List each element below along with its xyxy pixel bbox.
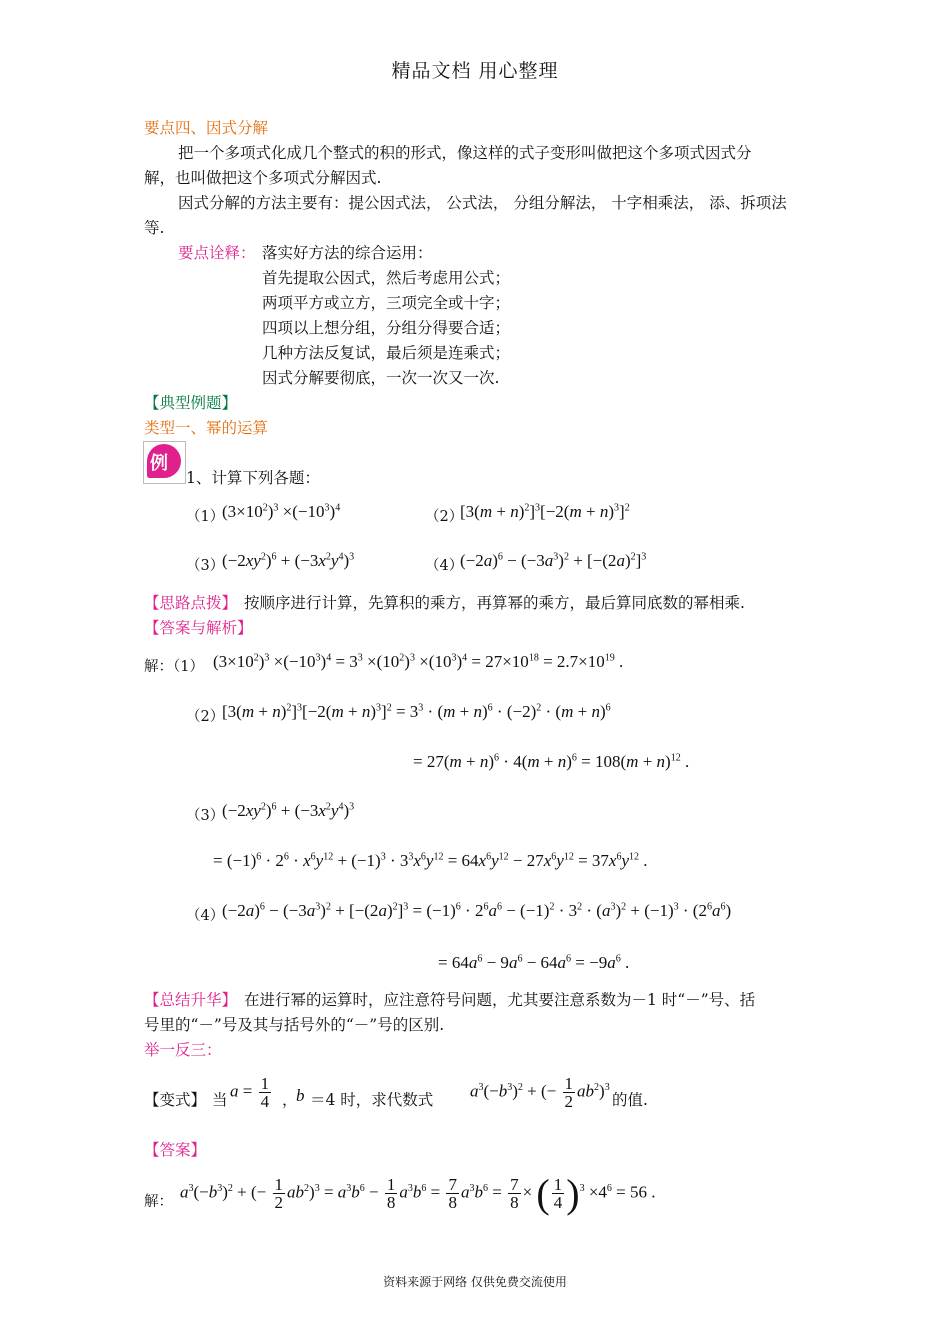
variant-end: 的值.	[612, 1091, 648, 1109]
hint-text: 按顺序进行计算，先算积的乘方，再算幂的乘方，最后算同底数的幂相乘.	[244, 594, 745, 612]
solution-4a: $(-2a)^6 - (-3a^3)^2 + [-(2a)^2]^3 = (-1)^6 \cdot 2^6a^6 - (-1)^2 \cdot 3^2 \cdot (a^3)^2 + (-1)^3 \cdot (2^6a^6)$	[222, 901, 732, 920]
badge-text: 例	[150, 453, 168, 474]
examples-heading: 【典型例题】	[144, 394, 238, 412]
solution-3b: = $(-1)^6 \cdot 2^6 \cdot x^6y^{12} + (-1)^3 \cdot 3^3x^6y^{12} = 64x^6y^{12} - 27x^6y^{12} = 37x^6y^{12}$ .	[213, 851, 648, 870]
hint-label: 【思路点拨】	[144, 594, 238, 612]
item-label-3b: （3）	[186, 808, 225, 824]
summary-label: 【总结升华】	[144, 991, 238, 1009]
paragraph-2a: 因式分解的方法主要有：提公因式法， 公式法， 分组分解法， 十字相乘法， 添、拆项法	[178, 194, 787, 212]
solution-prefix: 解：（1）	[144, 659, 204, 675]
solution-2a: $[3(m + n)^2]^3[-2(m + n)^3]^2 = 3^3 \cdot (m + n)^6 \cdot (-2)^2 \cdot (m + n)^6$	[222, 702, 611, 721]
final-solution: $a^3(-b^3)^2$ + (− $\frac{1}{2}$ $ab^2)^3 = a^3b^6$ − $\frac{1}{8}$ $a^3b^6$ = $\frac{7}{8}$ $a^3b^6$ = $\frac{7}{8}$ × ( $\frac{1}{4}$ )$^3 \times 4^6 = 56$ .	[180, 1171, 656, 1216]
variant-b-value: ＝4 时，求代数式	[310, 1091, 434, 1109]
paragraph-2b: 等.	[144, 219, 165, 237]
solution-2b: = $27(m + n)^6 \cdot 4(m + n)^6 = 108(m + n)^{12}$ .	[413, 752, 690, 771]
variant-label: 【变式】	[144, 1091, 207, 1109]
type1-title: 类型一、幂的运算	[144, 419, 269, 437]
problem-3: $(-2xy^2)^6 + (-3x^2y^4)^3$	[222, 551, 355, 570]
variant-expression: $a^3(-b^3)^2$ + (− $\frac{1}{2}$ $ab^2)^3$	[470, 1074, 610, 1111]
page-header: 精品文档 用心整理	[391, 60, 559, 82]
note-line: 两项平方或立方，三项完全或十字；	[262, 294, 511, 312]
solution2-prefix: 解：	[144, 1194, 173, 1210]
note-line: 首先提取公因式，然后考虑用公式；	[262, 269, 511, 287]
note-line: 因式分解要彻底，一次一次又一次.	[262, 369, 500, 387]
answer-label: 【答案与解析】	[144, 619, 253, 637]
item-label-3: （3）	[186, 558, 225, 574]
variant-a-eq: a = $\frac{1}{4}$	[230, 1074, 270, 1111]
paragraph-1a: 把一个多项式化成几个整式的积的形式，像这样的式子变形叫做把这个多项式因式分	[178, 144, 752, 162]
section-title: 要点四、因式分解	[144, 119, 269, 137]
paragraph-1b: 解，也叫做把这个多项式分解因式.	[144, 169, 382, 187]
note-label: 要点诠释：	[178, 244, 256, 262]
problem-2: $[3(m + n)^2]^3[-2(m + n)^3]^2$	[460, 502, 630, 521]
variant-sep: ，	[282, 1091, 298, 1109]
item-label-4: （4）	[425, 558, 464, 574]
answer2-label: 【答案】	[144, 1141, 207, 1159]
summary-text-a: 在进行幂的运算时，应注意符号问题，尤其要注意系数为－1 时“－”号、括	[244, 991, 756, 1009]
note-line: 几种方法反复试，最后须是连乘式；	[262, 344, 511, 362]
item-label-4b: （4）	[186, 908, 225, 924]
variant-when: 当	[212, 1091, 228, 1109]
item-label-2: （2）	[425, 509, 464, 525]
problem-4: $(-2a)^6 - (-3a^3)^2 + [-(2a)^2]^3$	[460, 551, 647, 570]
item-label-2b: （2）	[186, 709, 225, 725]
question-1: 1、计算下列各题：	[186, 469, 320, 487]
item-label-1: （1）	[186, 509, 225, 525]
solution-3a: $(-2xy^2)^6 + (-3x^2y^4)^3$	[222, 801, 355, 820]
note-line: 四项以上想分组，分组分得要合适；	[262, 319, 511, 337]
variant-b: b	[296, 1086, 305, 1105]
problem-1: $(3\times 10^2)^3 \times(-10^3)^4$	[222, 502, 341, 521]
example-badge	[143, 441, 186, 484]
summary-text-b: 号里的“－”号及其与括号外的“－”号的区别.	[144, 1016, 445, 1034]
solution-4b: = $64a^6 - 9a^6 - 64a^6 = -9a^6$ .	[438, 953, 630, 972]
page-footer: 资料来源于网络 仅供免费交流使用	[383, 1275, 567, 1289]
practice-heading: 举一反三：	[144, 1041, 222, 1059]
note-line: 落实好方法的综合运用：	[262, 244, 433, 262]
solution-1: $(3\times 10^2)^3 \times(-10^3)^4 = 3^3 \times(10^2)^3 \times(10^3)^4 = 27\times 10^{18} = 2.7\times 10^{19}$ .	[213, 652, 624, 671]
